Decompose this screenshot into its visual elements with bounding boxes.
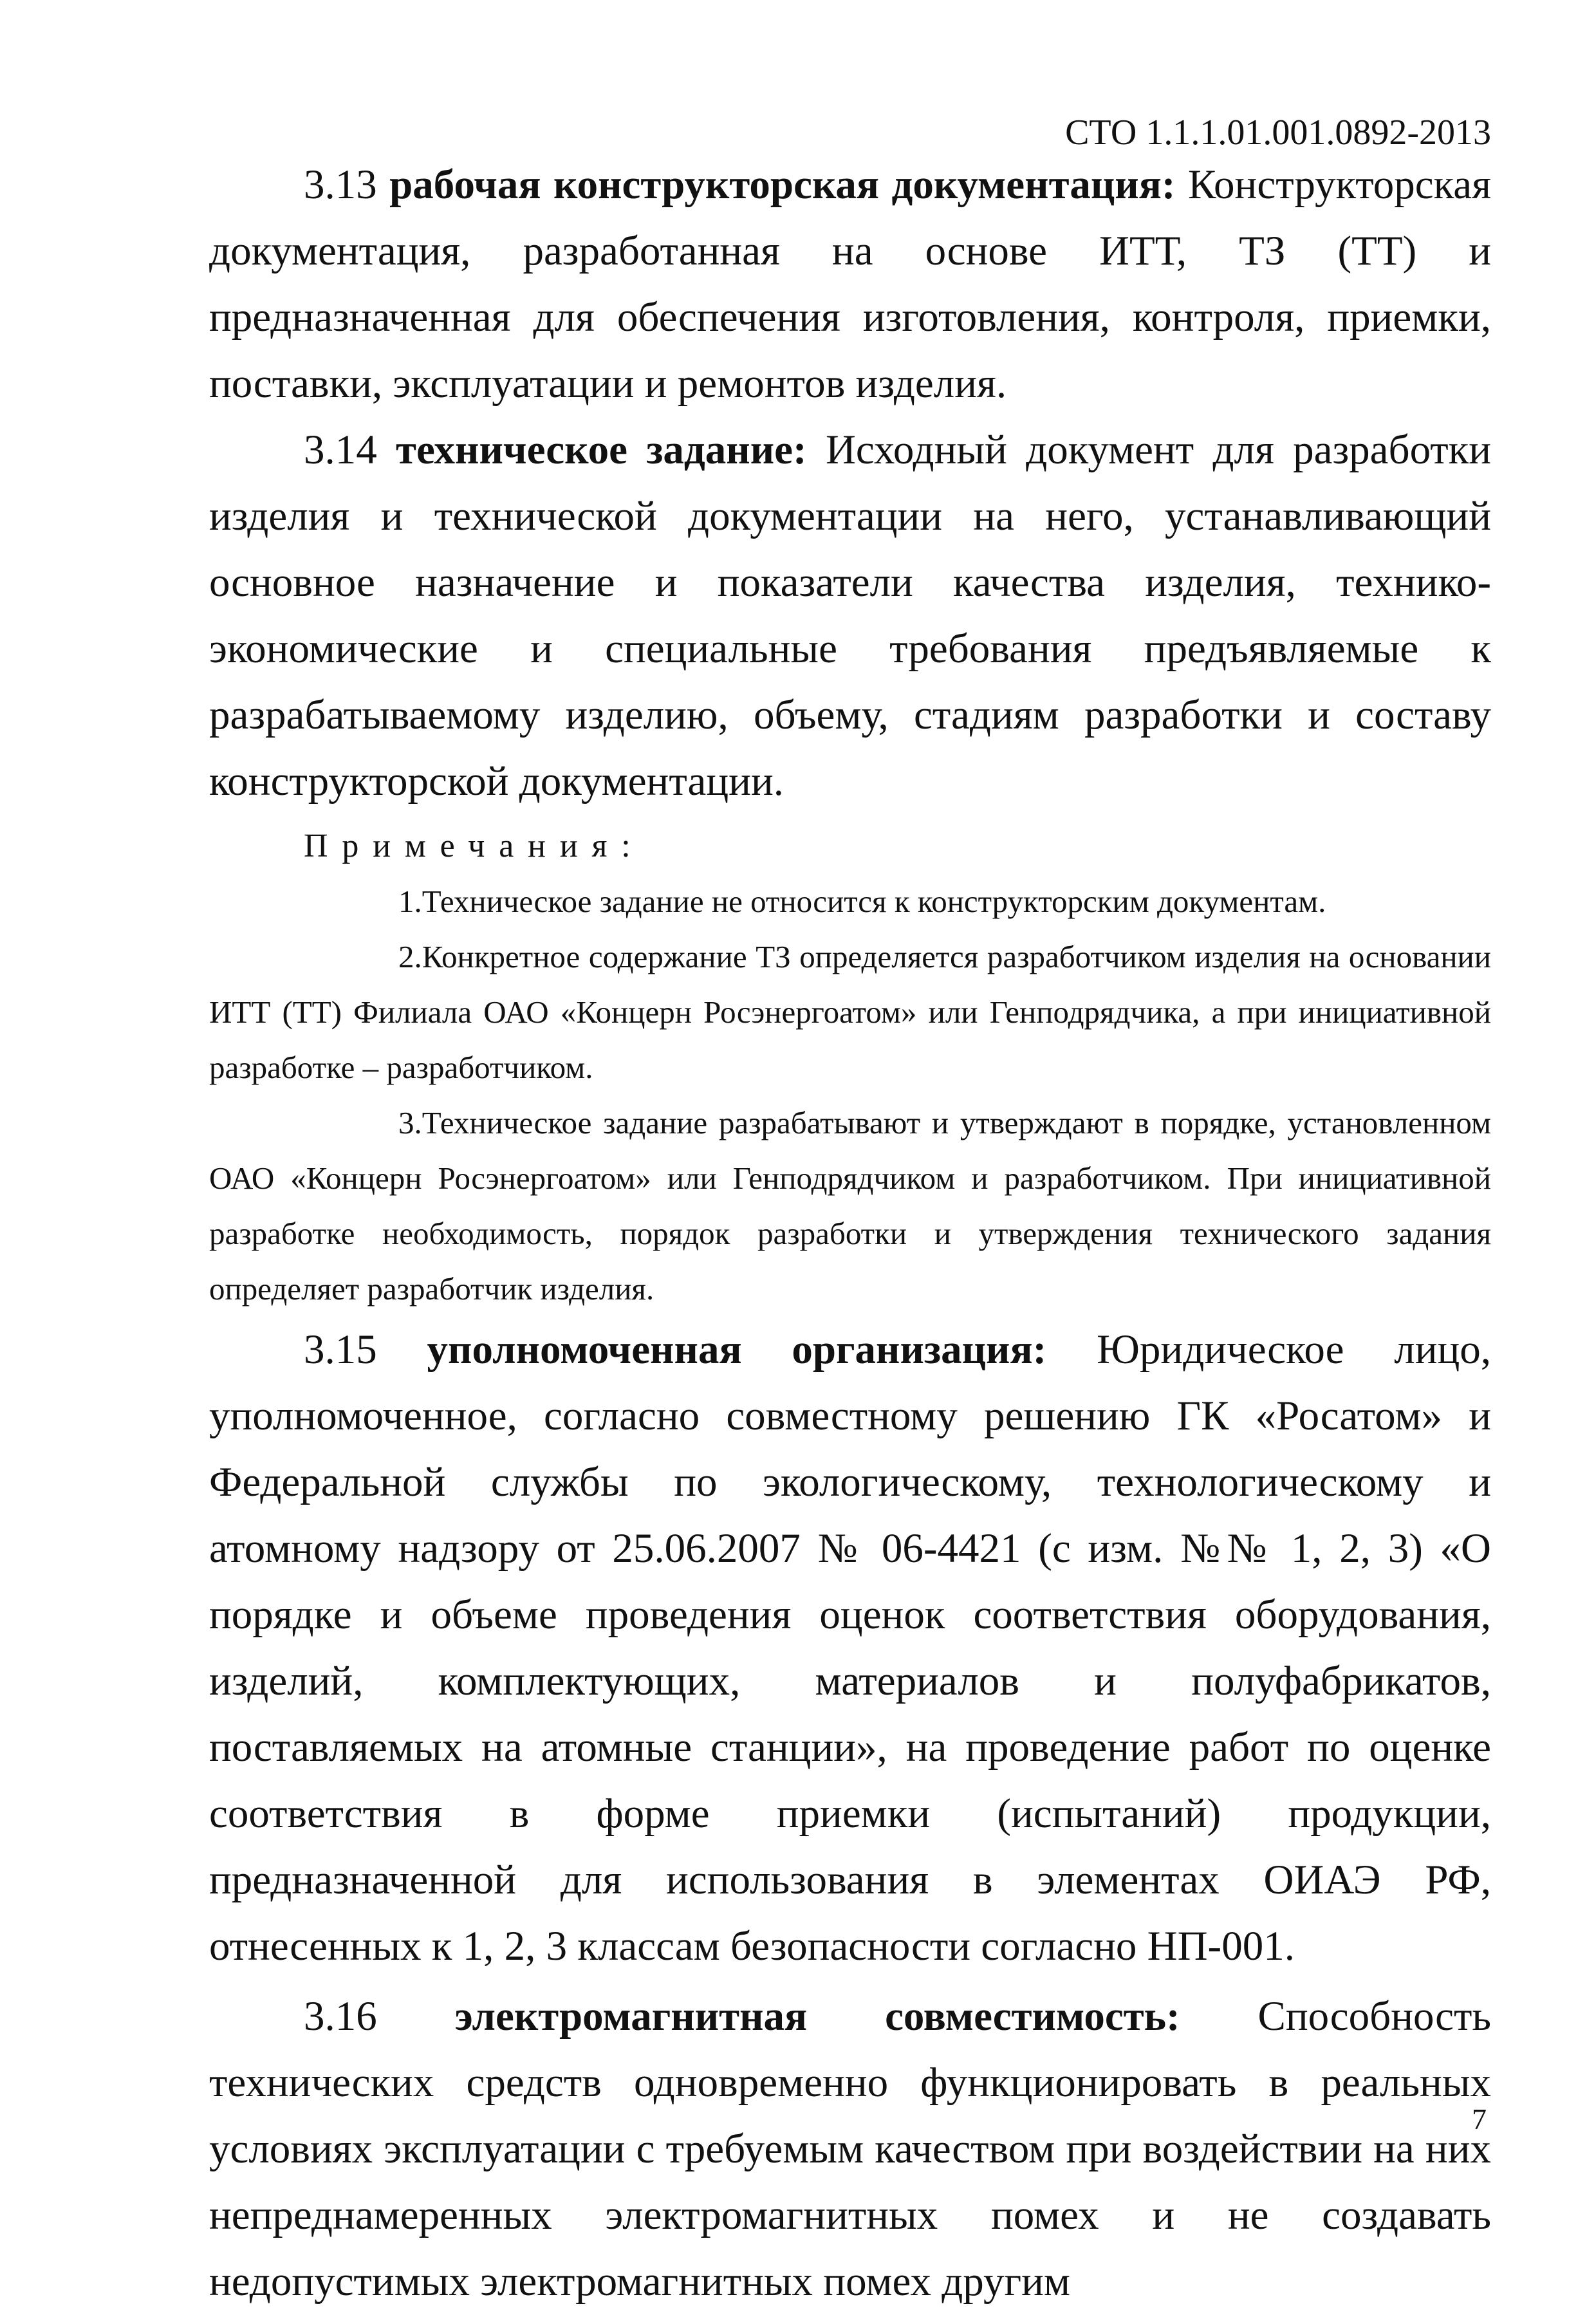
definition-3-16 [209,1984,1491,2315]
definition-3-14 [209,417,1491,815]
note-item [209,929,1491,1095]
definition-term: техническое задание: [396,427,807,473]
document-code: СТО 1.1.1.01.001.0892-2013 [1065,113,1491,153]
definition-term: электромагнитная совместимость: [454,1993,1180,2040]
definition-text: Способность технических средств одновременно функционировать в реальных условиях эксплуатации с требуемым качеством при воздействии на них непреднамеренных электромагнитных помех и не создавать недопустимых электромагнитных помех другим [209,1993,1492,2305]
definition-term: уполномоченная организация: [427,1326,1047,1373]
note-text: Техническое задание не относится к конструкторским документам. [422,884,1326,919]
note-text: Конкретное содержание ТЗ определяется разработчиком изделия на основании ИТТ (ТТ) Филиала ОАО «Концерн Росэнергоатом» или Генподрядчика, а при инициативной разработке – разработчиком. [209,939,1491,1085]
note-item [209,874,1491,929]
notes-heading: Примечания: [304,828,645,864]
definition-3-13 [209,152,1491,417]
note-text: Техническое задание разрабатывают и утверждают в порядке, установленном ОАО «Концерн Росэнергоатом» или Генподрядчиком и разработчиком. При инициативной разработке необходимость, порядок разработки и утверждения технического задания определяет разработчик изделия. [209,1105,1491,1306]
definition-text: Исходный документ для разработки изделия и технической документации на него, устанавливающий основное назначение и показатели качества изделия, технико-экономические и специальные требования предъявляемые к разрабатываемому изделию, объему, стадиям разработки и составу конструкторской документации. [209,427,1492,804]
definition-text: Юридическое лицо, уполномоченное, согласно совместному решению ГК «Росатом» и Федеральной службы по экологическому, технологическому и атомному надзору от 25.06.2007 № 06-4421 (с изм. №№ 1, 2, 3) «О порядке и объеме проведения оценок соответствия оборудования, изделий, комплектующих, материалов и полуфабрикатов, поставляемых на атомные станции», на проведение работ по оценке соответствия в форме приемки (испытаний) продукции, предназначенной для использования в элементах ОИАЭ РФ, отнесенных к 1, 2, 3 классам безопасности согласно НП-001. [209,1326,1492,1969]
note-number: 3. [398,1105,422,1140]
section-number: 3.13 [304,162,377,208]
section-number: 3.14 [304,427,377,473]
definition-3-15 [209,1317,1491,1980]
note-number: 2. [398,939,422,974]
section-number: 3.15 [304,1326,377,1373]
definition-text: Конструкторская документация, разработанная на основе ИТТ, ТЗ (ТТ) и предназначенная для обеспечения изготовления, контроля, приемки, поставки, эксплуатации и ремонтов изделия. [209,162,1491,407]
note-number: 1. [398,884,422,919]
note-item [209,1095,1491,1317]
definition-term: рабочая конструкторская документация: [389,162,1176,208]
page-body [209,152,1491,2315]
section-number: 3.16 [304,1993,377,2040]
page-number: 7 [1472,2103,1487,2135]
